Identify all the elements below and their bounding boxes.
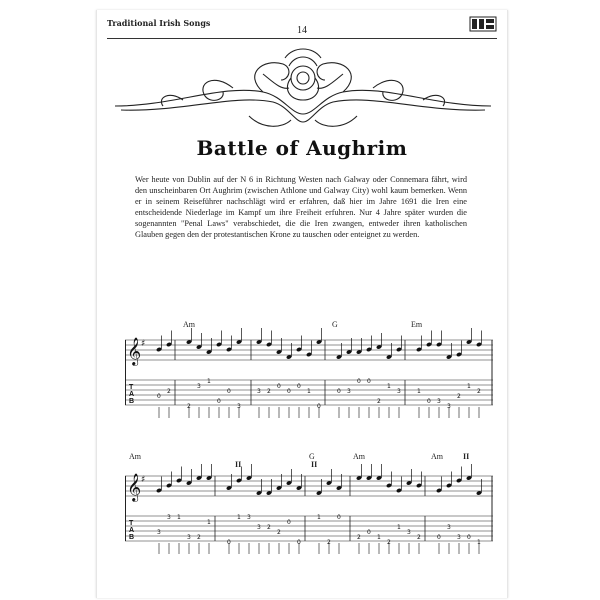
tab-fret-number: 0	[287, 388, 291, 395]
treble-clef: 𝄞	[127, 473, 142, 501]
song-title: Battle of Aughrim	[196, 136, 408, 160]
tab-fret-number: 1	[177, 514, 181, 521]
tab-fret-number: 1	[477, 539, 481, 546]
tab-fret-number: 3	[237, 403, 241, 410]
tab-fret-number: 2	[387, 539, 391, 546]
header-title: Traditional Irish Songs	[107, 18, 211, 28]
tab-fret-number: 1	[317, 514, 321, 521]
chord-symbol: Am	[353, 452, 365, 461]
chord-symbol: Am	[183, 320, 195, 329]
tab-fret-number: 1	[417, 388, 421, 395]
tab-fret-number: 2	[377, 398, 381, 405]
tab-fret-number: 3	[347, 388, 351, 395]
tab-clef-letter: T	[129, 384, 134, 391]
tab-fret-number: 0	[217, 398, 221, 405]
tab-fret-number: 0	[337, 388, 341, 395]
tab-fret-number: 1	[467, 383, 471, 390]
page-number: 14	[297, 25, 307, 36]
song-description: Wer heute von Dublin auf der N 6 in Richtung Westen nach Galway oder Connemara fährt, wird den unscheinbaren Ort Aughrim (zwischen Athlone und Galway City) wohl kaum bemerken. Wenn er in seinem Reiseführer nachschlägt wird er erfahren, daß hier im Jahre 1691 die Iren eine entscheidende Niederlage im Kampf um ihre Freiheit erfuhren. Nur 4 Jahre später wurden die sogenannten "Penal Laws" verabschiedet, die die Iren zwangen, entweder ihren katholischen Glauben gegen den der protestantischen Krone zu tauschen oder enteignet zu werden.	[135, 175, 467, 239]
tab-fret-number: 0	[277, 383, 281, 390]
tab-fret-number: 0	[227, 388, 231, 395]
celtic-knot-ornament-icon	[113, 44, 493, 136]
position-mark: II	[235, 460, 242, 469]
tab-fret-number: 3	[437, 398, 441, 405]
tab-fret-number: 3	[447, 524, 451, 531]
tab-fret-number: 3	[407, 529, 411, 536]
tab-fret-number: 3	[157, 529, 161, 536]
chord-symbol: G	[332, 320, 338, 329]
tab-fret-number: 0	[227, 539, 231, 546]
tab-fret-number: 0	[367, 529, 371, 536]
tab-fret-number: 1	[207, 519, 211, 526]
tab-fret-number: 0	[467, 534, 471, 541]
tab-clef-letter: B	[129, 534, 135, 541]
tab-clef-letter: B	[129, 398, 135, 405]
tab-clef	[129, 520, 134, 541]
tab-fret-number: 0	[357, 378, 361, 385]
tab-fret-number: 0	[157, 393, 161, 400]
staff-and-tablature	[125, 318, 493, 426]
key-signature-sharp: ♯	[141, 475, 146, 485]
tab-fret-number: 2	[277, 529, 281, 536]
tab-fret-number: 1	[237, 514, 241, 521]
tab-fret-number: 0	[337, 514, 341, 521]
tab-fret-number: 2	[477, 388, 481, 395]
staff-and-tablature	[125, 450, 493, 560]
tab-fret-number: 2	[167, 388, 171, 395]
tab-fret-number: 0	[317, 403, 321, 410]
tab-clef-letter: A	[129, 391, 135, 398]
publisher-logo-icon	[469, 16, 497, 32]
tab-fret-number: 2	[457, 393, 461, 400]
tab-fret-number: 2	[357, 534, 361, 541]
tab-fret-number: 3	[197, 383, 201, 390]
tab-fret-number: 3	[257, 524, 261, 531]
tab-fret-number: 0	[297, 383, 301, 390]
tab-fret-number: 1	[307, 388, 311, 395]
tab-fret-number: 3	[457, 534, 461, 541]
tab-fret-number: 2	[417, 534, 421, 541]
key-signature-sharp: ♯	[141, 339, 146, 349]
music-system-2	[125, 450, 493, 560]
position-mark: II	[311, 460, 318, 469]
tab-fret-number: 1	[377, 534, 381, 541]
page-header	[107, 16, 497, 36]
position-mark: II	[463, 452, 470, 461]
tab-fret-number: 2	[327, 539, 331, 546]
treble-clef: 𝄞	[127, 337, 142, 365]
tab-fret-number: 1	[397, 524, 401, 531]
tab-clef-letter: A	[129, 527, 135, 534]
chord-symbol: Am	[129, 452, 141, 461]
tab-fret-number: 2	[197, 534, 201, 541]
chord-symbol: G	[309, 452, 315, 461]
tab-clef-letter: T	[129, 520, 134, 527]
tab-fret-number: 1	[207, 378, 211, 385]
tab-fret-number: 3	[247, 514, 251, 521]
tab-clef	[129, 384, 134, 405]
chord-symbol: Em	[411, 320, 423, 329]
sheet-music-page	[96, 10, 508, 598]
tab-fret-number: 0	[427, 398, 431, 405]
tab-fret-number: 2	[187, 403, 191, 410]
tab-fret-number: 2	[267, 388, 271, 395]
tab-fret-number: 3	[447, 403, 451, 410]
tab-fret-number: 0	[367, 378, 371, 385]
chord-symbol: Am	[431, 452, 443, 461]
header-rule	[107, 38, 497, 39]
tab-fret-number: 3	[167, 514, 171, 521]
tab-fret-number: 3	[187, 534, 191, 541]
tab-fret-number: 3	[257, 388, 261, 395]
tab-fret-number: 2	[267, 524, 271, 531]
tab-fret-number: 0	[437, 534, 441, 541]
tab-fret-number: 0	[297, 539, 301, 546]
tab-fret-number: 0	[287, 519, 291, 526]
tab-fret-number: 1	[387, 383, 391, 390]
tab-fret-number: 3	[397, 388, 401, 395]
music-system-1	[125, 318, 493, 426]
